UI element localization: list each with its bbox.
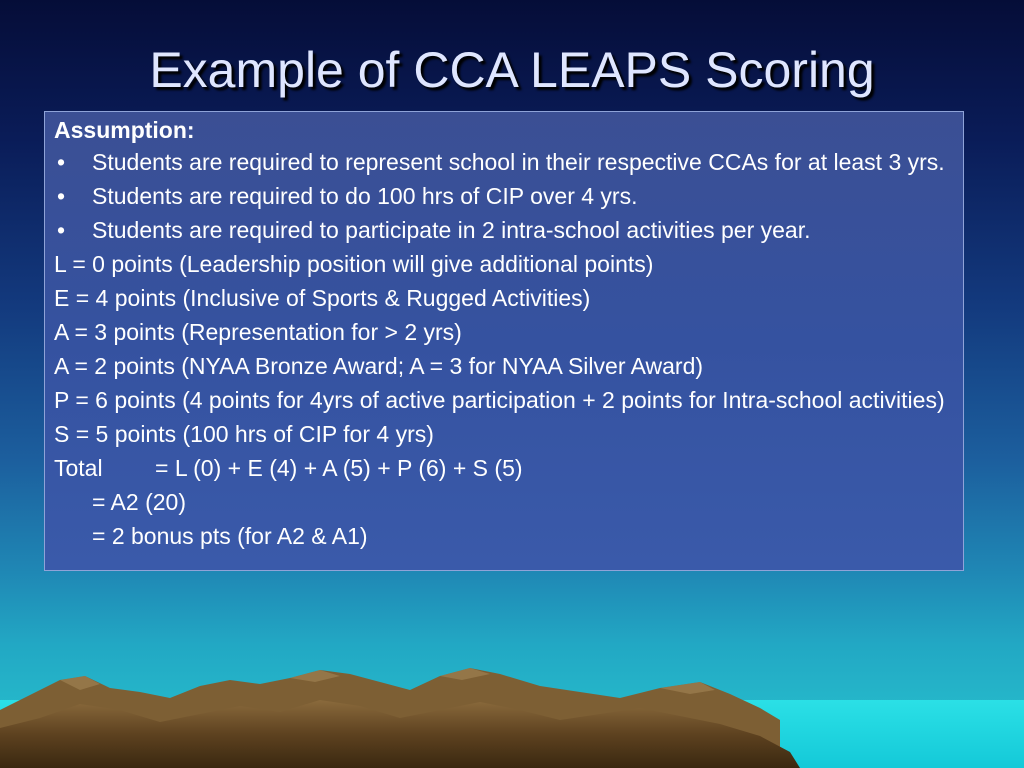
bullet-item xyxy=(54,217,954,243)
score-line-a-award: A = 2 points (NYAA Bronze Award; A = 3 for NYAA Silver Award) xyxy=(54,353,704,379)
bullet-marker: • xyxy=(57,217,66,243)
bullet-item xyxy=(54,149,954,175)
assumption-heading: Assumption: xyxy=(54,117,195,143)
bullet-marker: • xyxy=(57,149,66,175)
total-label: Total xyxy=(54,455,103,481)
bullet-text: Students are required to do 100 hrs of CIP over 4 yrs. xyxy=(92,183,638,209)
score-line-a-representation: A = 3 points (Representation for > 2 yrs) xyxy=(54,319,462,345)
total-result: = A2 (20) xyxy=(92,489,186,515)
bullet-item xyxy=(54,183,954,209)
text-block xyxy=(54,117,954,557)
total-bonus: = 2 bonus pts (for A2 & A1) xyxy=(92,523,368,549)
bullet-text: Students are required to represent school in their respective CCAs for at least 3 yrs. xyxy=(92,149,945,175)
bullet-text: Students are required to participate in 2 intra-school activities per year. xyxy=(92,217,811,243)
mountain-landscape xyxy=(0,640,1024,768)
slide-title: Example of CCA LEAPS Scoring xyxy=(149,42,875,98)
bullet-marker: • xyxy=(57,183,66,209)
score-line-l: L = 0 points (Leadership position will give additional points) xyxy=(54,251,654,277)
total-formula: = L (0) + E (4) + A (5) + P (6) + S (5) xyxy=(155,455,523,481)
score-line-e: E = 4 points (Inclusive of Sports & Rugged Activities) xyxy=(54,285,591,311)
total-row xyxy=(54,455,954,481)
score-line-s: S = 5 points (100 hrs of CIP for 4 yrs) xyxy=(54,421,434,447)
score-line-p: P = 6 points (4 points for 4yrs of active participation + 2 points for Intra-school activities) xyxy=(54,387,945,413)
